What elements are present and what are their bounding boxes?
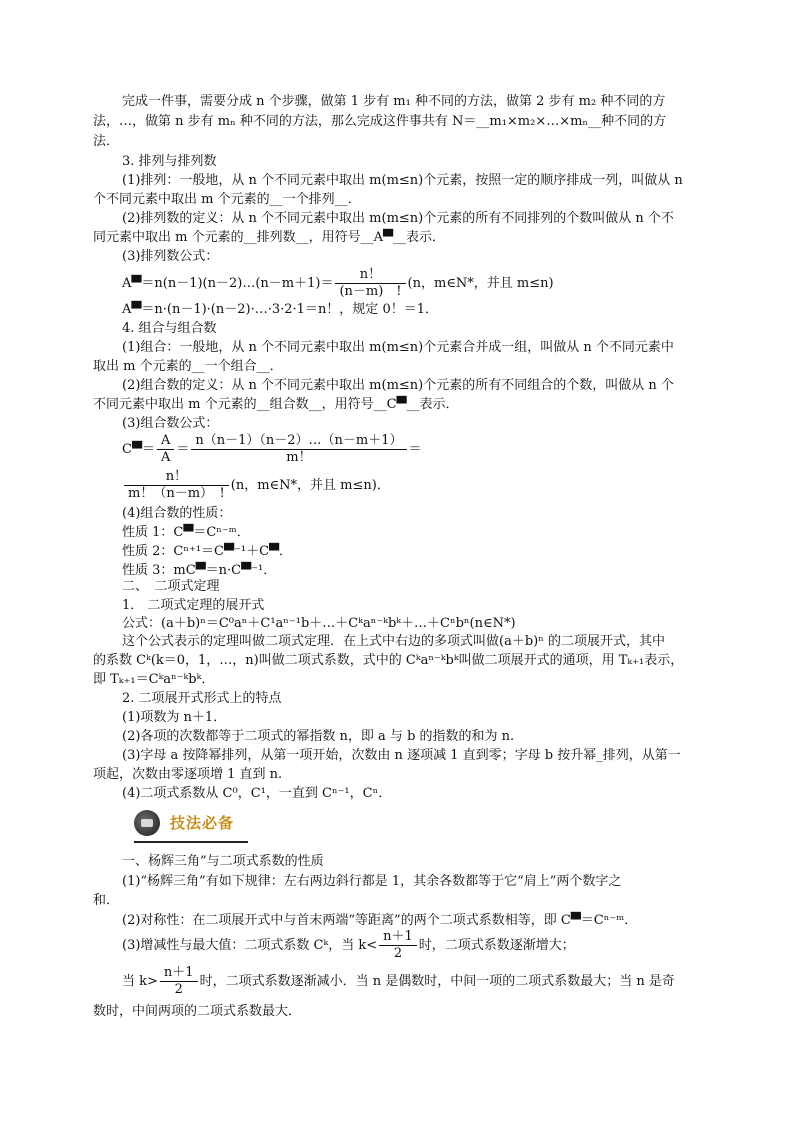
combination-formula-cont — [122, 468, 390, 504]
text-line: 性质 3：mC▀＝n·C▀⁻¹． — [122, 563, 277, 578]
formula-text: C▀＝ — [122, 442, 155, 457]
fraction-denominator: 2 — [393, 946, 403, 961]
text-line: 性质 1：C▀＝Cⁿ⁻ᵐ． — [122, 525, 250, 540]
fraction — [157, 433, 174, 466]
heading-title: 技法必备 — [170, 814, 235, 832]
formula-text: (n，m∈N*，并且 m≤n)． — [230, 478, 390, 493]
formula-text: A▀＝n(n－1)(n－2)…(n－m＋1)＝ — [122, 276, 334, 291]
text-line: 不同元素中取出 m 个元素的__组合数__，用符号__C▀__表示． — [93, 397, 459, 412]
text-line: (4)二项式系数从 C⁰，C¹，一直到 Cⁿ⁻¹，Cⁿ． — [122, 786, 392, 801]
text-line: 项起，次数由零逐项增 1 直到 n. — [93, 767, 283, 782]
section-title: 二、 二项式定理 — [122, 579, 220, 594]
text-line: 法． — [93, 134, 120, 149]
badge-icon — [134, 810, 160, 836]
text-line: (1)排列：一般地，从 n 个不同元素中取出 m(m≤n)个元素，按照一定的顺序排成一列，叫做从 n — [122, 173, 683, 188]
formula-text: 时，二项式系数逐渐减小．当 n 是偶数时，中间一项的二项式系数最大；当 n 是奇 — [199, 974, 675, 989]
text-line: (4)组合数的性质： — [122, 506, 232, 521]
technique-heading — [134, 808, 250, 838]
formula-text: (n，m∈N*，并且 m≤n) — [407, 276, 554, 291]
formula-text: ＝ — [408, 442, 422, 457]
text-line: 性质 2：Cⁿ⁺¹＝C▀⁻¹＋C▀． — [122, 544, 293, 559]
text-line: (3)字母 a 按降幂排列，从第一项开始，次数由 n 逐项减 1 直到零；字母 b 按升幂_排列，从第一 — [122, 748, 681, 763]
fraction — [335, 267, 405, 300]
fraction-numerator: n＋1 — [379, 929, 417, 946]
text-line: (3)组合数公式： — [122, 416, 219, 431]
fraction-numerator: n！ — [335, 267, 405, 284]
text-line: (3)排列数公式： — [122, 249, 219, 264]
text-line: (2)排列数的定义：从 n 个不同元素中取出 m(m≤n)个元素的所有不同排列的个数叫做从 n 个不 — [122, 211, 674, 226]
fraction-numerator: A — [157, 433, 174, 450]
text-line-fraction — [122, 928, 575, 964]
formula-text: ＝ — [176, 442, 190, 457]
subsection-title: 3. 排列与排列数 — [122, 154, 217, 169]
text-line: 法，…，做第 n 步有 mₙ 种不同的方法，那么完成这件事共有 N＝__m₁×m₂×…×mₙ__种不同的方 — [93, 114, 667, 129]
formula-text: 时，二项式系数逐渐增大； — [418, 938, 575, 953]
text-line: 即 Tₖ₊₁＝Cᵏaⁿ⁻ᵏbᵏ． — [93, 672, 215, 687]
fraction — [160, 965, 198, 998]
fraction-numerator: n！ — [124, 469, 229, 486]
text-line-fraction — [122, 964, 675, 1000]
fraction-denominator: A — [160, 450, 171, 465]
text-line: 取出 m 个元素的__一个组合__． — [93, 359, 283, 374]
text-line: (1)“杨辉三角”有如下规律：左右两边斜行都是 1，其余各数都等于它“肩上”两个数字之 — [122, 874, 622, 889]
fraction-numerator: n（n－1）（n－2）…（n－m＋1） — [191, 433, 406, 450]
fraction-denominator: (n－m) ! — [339, 284, 402, 299]
text-line: 完成一件事，需要分成 n 个步骤，做第 1 步有 m₁ 种不同的方法，做第 2 步有 m₂ 种不同的方 — [122, 94, 666, 109]
text-line: 同元素中取出 m 个元素的__排列数__，用符号__A▀__表示． — [93, 230, 445, 245]
text-line: (2)对称性：在二项展开式中与首末两端“等距离”的两个二项式系数相等，即 C▀＝Cⁿ⁻ᵐ． — [122, 913, 638, 928]
subsection-title: 1． 二项式定理的展开式 — [122, 598, 265, 613]
text-line: 的系数 Cᵏ(k＝0，1，…，n)叫做二项式系数，式中的 Cᵏaⁿ⁻ᵏbᵏ叫做二项展开式的通项，用 Tₖ₊₁表示， — [93, 653, 684, 668]
text-line: 一、杨辉三角”与二项式系数的性质 — [122, 854, 324, 869]
formula-text: (3)增减性与最大值：二项式系数 Cᵏ，当 k< — [122, 938, 378, 953]
fraction-denominator: 2 — [174, 982, 183, 997]
subsection-title: 4. 组合与组合数 — [122, 321, 217, 336]
fraction — [124, 469, 229, 502]
text-line: 这个公式表示的定理叫做二项式定理．在上式中右边的多项式叫做(a＋b)ⁿ 的二项展开式，其中 — [122, 634, 665, 649]
text-line: (2)组合数的定义：从 n 个不同元素中取出 m(m≤n)个元素的所有不同组合的个数，叫做从 n 个 — [122, 378, 674, 393]
text-line: A▀＝n·(n－1)·(n－2)·…·3·2·1＝n！，规定 0！＝1． — [122, 302, 438, 317]
text-line: 个不同元素中取出 m 个元素的__一个排列__． — [93, 192, 361, 207]
combination-formula — [122, 432, 422, 468]
subsection-title: 2. 二项展开式形式上的特点 — [122, 691, 282, 706]
fraction-denominator: m！（n－m） ! — [128, 486, 225, 501]
text-line: (1)项数为 n＋1． — [122, 710, 227, 725]
text-line: (2)各项的次数都等于二项式的幂指数 n，即 a 与 b 的指数的和为 n. — [122, 729, 515, 744]
text-line: 数时，中间两项的二项式系数最大． — [93, 1004, 302, 1019]
fraction — [191, 433, 406, 466]
fraction — [379, 929, 417, 962]
text-line: 公式：(a＋b)ⁿ＝C⁰aⁿ＋C¹aⁿ⁻¹b＋…＋Cᵏaⁿ⁻ᵏbᵏ＋…＋Cⁿbⁿ(n∈N*) — [122, 616, 516, 631]
text-line: 和． — [93, 893, 120, 908]
text-line: (1)组合：一般地，从 n 个不同元素中取出 m(m≤n)个元素合并成一组，叫做从 n 个不同元素中 — [122, 340, 674, 355]
permutation-formula — [122, 266, 554, 302]
heading-underline — [134, 841, 248, 843]
formula-text: 当 k> — [122, 974, 158, 989]
fraction-denominator: m！ — [286, 450, 312, 465]
fraction-numerator: n＋1 — [160, 965, 198, 982]
